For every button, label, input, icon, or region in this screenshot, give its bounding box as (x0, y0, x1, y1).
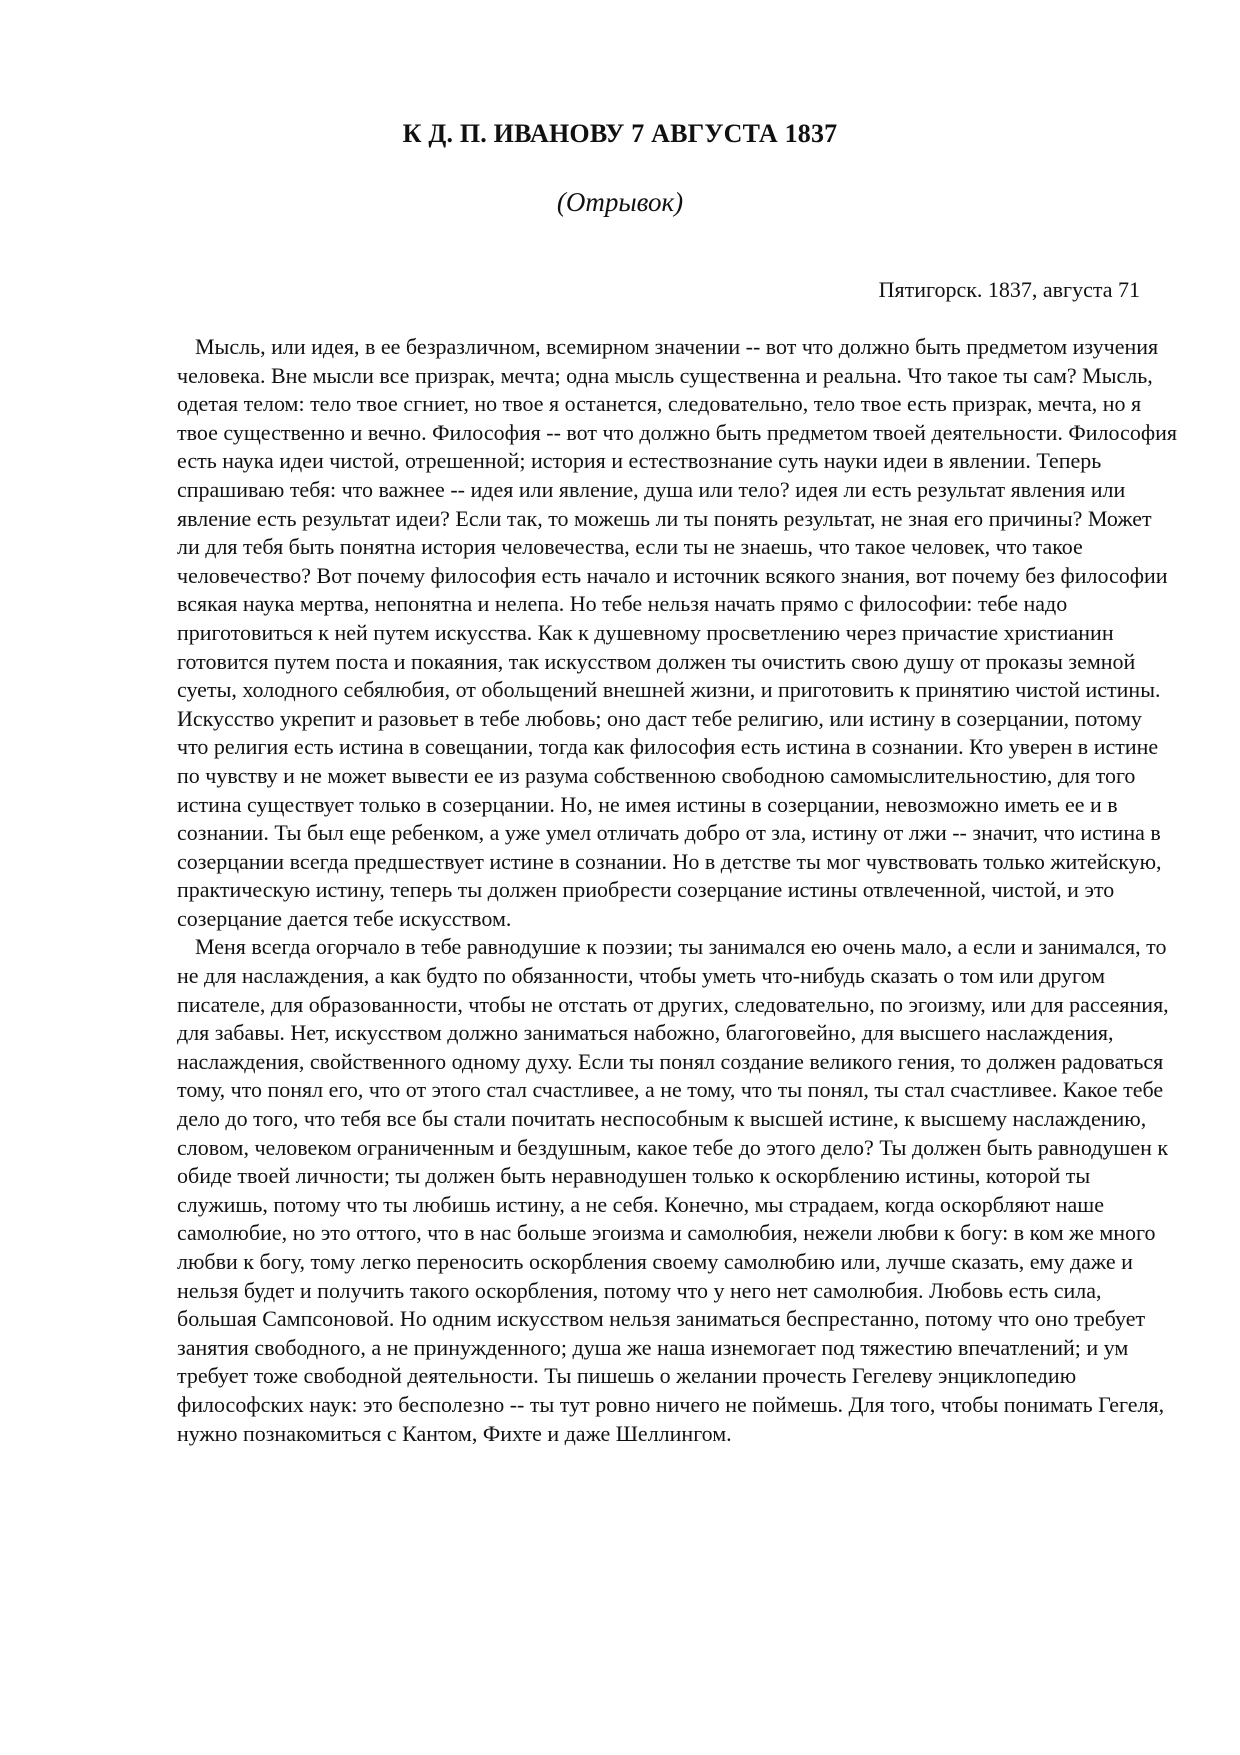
document-subtitle: (Отрывок) (556, 187, 684, 217)
letter-body (177, 333, 1177, 1448)
paragraph: Мысль, или идея, в ее безразличном, всемирном значении -- вот что должно быть предметом изучения человека. Вне мысли все призрак, мечта; одна мысль существенна и реальна. Что такое ты сам? Мысль, одетая телом: тело твое сгниет, но твое я останется, следовательно, тело твое есть призрак, мечта, но я твое существенно и вечно. Философия -- вот что должно быть предметом твоей деятельности. Философия есть наука идеи чистой, отрешенной; история и естествознание суть науки идеи в явлении. Теперь спрашиваю тебя: что важнее -- идея или явление, душа или тело? идея ли есть результат явления или явление есть результат идеи? Если так, то можешь ли ты понять результат, не зная его причины? Может ли для тебя быть понятна история человечества, если ты не знаешь, что такое человек, что такое человечество? Вот почему философия есть начало и источник всякого знания, вот почему без философии всякая наука мертва, непонятна и нелепа. Но тебе нельзя начать прямо с философии: тебе надо приготовиться к ней путем искусства. Как к душевному просветлению через причастие христианин готовится путем поста и покаяния, так искусством должен ты очистить свою душу от проказы земной суеты, холодного себялюбия, от обольщений внешней жизни, и приготовить к принятию чистой истины. Искусство укрепит и разовьет в тебе любовь; оно даст тебе религию, или истину в созерцании, потому что религия есть истина в совещании, тогда как философия есть истина в сознании. Кто уверен в истине по чувству и не может вывести ее из разума собственною свободною самомыслительностию, для того истина существует только в созерцании. Но, не имея истины в созерцании, невозможно иметь ее и в сознании. Ты был еще ребенком, а уже умел отличать добро от зла, истину от лжи -- значит, что истина в созерцании всегда предшествует истине в сознании. Но в детстве ты мог чувствовать только житейскую, практическую истину, теперь ты должен приобрести созерцание истины отвлеченной, чистой, и это созерцание дается тебе искусством. (177, 334, 1177, 931)
paragraph: Меня всегда огорчало в тебе равнодушие к поэзии; ты занимался ею очень мало, а если и занимался, то не для наслаждения, а как будто по обязанности, чтобы уметь что-нибудь сказать о том или другом писателе, для образованности, чтобы не отстать от других, следовательно, по эгоизму, или для рассеяния, для забавы. Нет, искусством должно заниматься набожно, благоговейно, для высшего наслаждения, наслаждения, свойственного одному духу. Если ты понял создание великого гения, то должен радоваться тому, что понял его, что от этого стал счастливее, а не тому, что ты понял, ты стал счастливее. Какое тебе дело до того, что тебя все бы стали почитать неспособным к высшей истине, к высшему наслаждению, словом, человеком ограниченным и бездушным, какое тебе до этого дело? Ты должен быть равнодушен к обиде твоей личности; ты должен быть неравнодушен только к оскорблению истины, которой ты служишь, потому что ты любишь истину, а не себя. Конечно, мы страдаем, когда оскорбляют наше самолюбие, но это оттого, что в нас больше эгоизма и самолюбия, нежели любви к богу: в ком же много любви к богу, тому легко переносить оскорбления своему самолюбию или, лучше сказать, ему даже и нельзя будет и получить такого оскорбления, потому что у него нет самолюбия. Любовь есть сила, большая Сампсоновой. Но одним искусством нельзя заниматься беспрестанно, потому что оно требует занятия свободного, а не принужденного; душа же наша изнемогает под тяжестию впечатлений; и ум требует тоже свободной деятельности. Ты пишешь о желании прочесть Гегелеву энциклопедию философских наук: это бесполезно -- ты тут ровно ничего не поймешь. Для того, чтобы понимать Гегеля, нужно познакомиться с Кантом, Фихте и даже Шеллингом. (177, 934, 1169, 1446)
document-title: К Д. П. ИВАНОВУ 7 АВГУСТА 1837 (402, 119, 838, 148)
dateline: Пятигорск. 1837, августа 71 (878, 277, 1140, 302)
